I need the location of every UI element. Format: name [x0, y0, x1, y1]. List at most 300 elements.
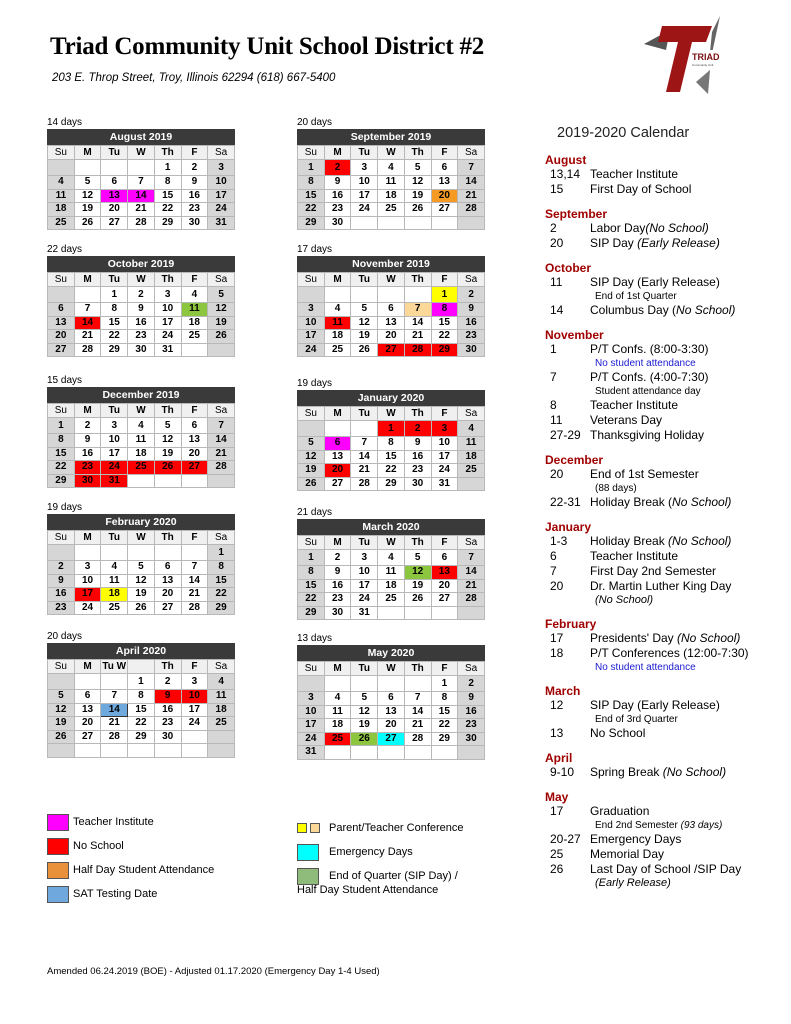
- day-cell: [208, 343, 235, 357]
- weekday-header: Tu: [351, 407, 378, 421]
- school-days-count: 22 days: [47, 244, 83, 255]
- weekday-header: M: [74, 404, 101, 418]
- day-cell: 14: [101, 703, 128, 717]
- weekday-header: W: [378, 407, 405, 421]
- day-cell: 22: [431, 719, 458, 733]
- day-cell: [404, 216, 431, 230]
- weekday-header: Th: [154, 146, 181, 160]
- day-cell: 8: [128, 690, 155, 704]
- day-cell: [101, 674, 128, 690]
- day-cell: [404, 287, 431, 303]
- day-cell: 15: [154, 189, 181, 203]
- legend-swatch-icon: [47, 862, 69, 879]
- event-item: [545, 847, 785, 862]
- day-cell: 3: [101, 418, 128, 434]
- day-cell: 7: [208, 418, 235, 434]
- day-cell: 23: [324, 593, 351, 607]
- weekday-header: M: [324, 146, 351, 160]
- sidebar-month-january: January: [545, 520, 592, 534]
- day-cell: 2: [74, 418, 101, 434]
- day-cell: 6: [74, 690, 101, 704]
- day-cell: 11: [208, 690, 235, 704]
- day-cell: 23: [154, 717, 181, 731]
- day-cell: 30: [154, 730, 181, 744]
- event-date: 20-27: [550, 832, 581, 846]
- day-cell: 22: [48, 461, 75, 475]
- day-cell: 30: [74, 474, 101, 488]
- day-cell: 4: [208, 674, 235, 690]
- event-item: [545, 646, 785, 661]
- day-cell: 29: [431, 343, 458, 357]
- day-cell: 2: [181, 160, 208, 176]
- day-cell: 14: [128, 189, 155, 203]
- event-text: Teacher Institute: [590, 549, 679, 563]
- day-cell: 11: [458, 437, 485, 451]
- day-cell: [298, 676, 325, 692]
- day-cell: 15: [48, 447, 75, 461]
- address: 203 E. Throp Street, Troy, Illinois 62294 (618) 667-5400: [52, 72, 336, 84]
- day-cell: 6: [431, 160, 458, 176]
- day-cell: 17: [298, 330, 325, 344]
- day-cell: 10: [208, 176, 235, 190]
- month-calendar-aug: [47, 117, 235, 230]
- day-cell: 8: [101, 303, 128, 317]
- day-cell: 27: [324, 477, 351, 491]
- month-header: May 2020: [297, 645, 485, 661]
- day-cell: 3: [208, 160, 235, 176]
- event-item: [545, 534, 785, 549]
- event-date: 26: [550, 862, 564, 876]
- weekday-header: F: [431, 273, 458, 287]
- day-cell: 28: [128, 216, 155, 230]
- day-cell: 16: [48, 588, 75, 602]
- event-item: [545, 698, 785, 713]
- day-cell: 14: [404, 316, 431, 330]
- weekday-header: W: [128, 146, 155, 160]
- event-item: [545, 167, 785, 182]
- event-date: 8: [550, 398, 557, 412]
- month-header: April 2020: [47, 643, 235, 659]
- weekday-header: F: [181, 273, 208, 287]
- day-cell: 28: [351, 477, 378, 491]
- weekday-header: Sa: [208, 660, 235, 674]
- event-subtext: Student attendance day: [595, 386, 701, 397]
- day-cell: 23: [458, 330, 485, 344]
- event-date: 20: [550, 467, 564, 481]
- event-item: [545, 413, 785, 428]
- day-cell: 27: [154, 601, 181, 615]
- event-subtext: (Early Release): [595, 877, 671, 889]
- day-cell: 25: [181, 330, 208, 344]
- day-cell: 9: [324, 176, 351, 190]
- day-cell: 31: [298, 746, 325, 760]
- day-cell: 5: [351, 692, 378, 706]
- event-date: 25: [550, 847, 564, 861]
- day-cell: 17: [351, 189, 378, 203]
- day-cell: 7: [404, 303, 431, 317]
- day-cell: 21: [404, 330, 431, 344]
- day-cell: 26: [404, 593, 431, 607]
- event-text: End of 1st Semester: [590, 467, 699, 481]
- day-cell: 23: [458, 719, 485, 733]
- day-cell: [378, 606, 405, 620]
- event-subtext: No student attendance: [595, 662, 696, 673]
- day-cell: 25: [378, 203, 405, 217]
- event-date: 11: [550, 413, 563, 427]
- day-cell: 2: [154, 674, 181, 690]
- day-cell: [351, 421, 378, 437]
- day-cell: [154, 545, 181, 561]
- event-text: Dr. Martin Luther King Day: [590, 579, 732, 593]
- event-date: 20: [550, 236, 564, 250]
- event-item: [545, 182, 785, 197]
- day-cell: 23: [404, 464, 431, 478]
- day-cell: [431, 216, 458, 230]
- day-cell: [74, 744, 101, 758]
- legend-label: End of Quarter (SIP Day) /: [329, 870, 458, 882]
- event-text: SIP Day (Early Release): [590, 275, 720, 289]
- school-days-count: 17 days: [297, 244, 333, 255]
- day-cell: 5: [154, 418, 181, 434]
- day-cell: 12: [404, 566, 431, 580]
- event-text: Holiday Break (No School): [590, 534, 732, 548]
- weekday-header: Su: [48, 531, 75, 545]
- day-cell: 13: [378, 705, 405, 719]
- day-cell: [181, 343, 208, 357]
- day-cell: 24: [101, 461, 128, 475]
- day-cell: 12: [128, 574, 155, 588]
- day-cell: 24: [208, 203, 235, 217]
- day-cell: 16: [458, 316, 485, 330]
- day-cell: 4: [128, 418, 155, 434]
- weekday-header: Tu: [101, 531, 128, 545]
- day-cell: 14: [404, 705, 431, 719]
- day-cell: 19: [48, 717, 75, 731]
- event-date: 13,14: [550, 167, 581, 181]
- weekday-header: F: [431, 662, 458, 676]
- day-cell: 15: [431, 316, 458, 330]
- school-days-count: 15 days: [47, 375, 83, 386]
- event-date: 27-29: [550, 428, 581, 442]
- day-cell: 31: [101, 474, 128, 488]
- event-text: SIP Day (Early Release): [590, 698, 720, 712]
- event-text: P/T Confs. (8:00-3:30): [590, 342, 709, 356]
- day-cell: 29: [298, 216, 325, 230]
- day-cell: [154, 744, 181, 758]
- weekday-header: Tu: [101, 404, 128, 418]
- day-cell: 20: [48, 330, 75, 344]
- event-item: [545, 832, 785, 847]
- day-cell: 13: [101, 189, 128, 203]
- day-cell: 16: [74, 447, 101, 461]
- day-cell: 25: [128, 461, 155, 475]
- event-item: [545, 765, 785, 780]
- weekday-header: F: [431, 146, 458, 160]
- day-cell: 17: [181, 703, 208, 717]
- event-date: 11: [550, 275, 563, 289]
- day-cell: 7: [128, 176, 155, 190]
- event-date: 9-10: [550, 765, 575, 779]
- day-cell: 5: [208, 287, 235, 303]
- legend-label: Half Day Student Attendance: [73, 864, 215, 876]
- event-date: 17: [550, 804, 564, 818]
- sidebar-month-may: May: [545, 790, 569, 804]
- sidebar-heading: 2019-2020 Calendar: [557, 125, 690, 141]
- sidebar-month-february: February: [545, 617, 597, 631]
- month-calendar-nov: [297, 244, 485, 357]
- day-cell: 17: [208, 189, 235, 203]
- day-cell: 20: [431, 189, 458, 203]
- legend-label: Emergency Days: [329, 846, 413, 858]
- day-cell: 2: [404, 421, 431, 437]
- day-cell: 12: [208, 303, 235, 317]
- events-sidebar: [545, 125, 785, 898]
- event-text: SIP Day (Early Release): [590, 236, 720, 250]
- day-cell: 27: [431, 593, 458, 607]
- event-item: [545, 303, 785, 318]
- day-cell: 5: [404, 160, 431, 176]
- day-cell: 1: [128, 674, 155, 690]
- event-subtext: No student attendance: [595, 358, 696, 369]
- day-cell: 30: [181, 216, 208, 230]
- weekday-header: F: [181, 660, 208, 674]
- day-cell: 6: [154, 561, 181, 575]
- month-header: September 2019: [297, 129, 485, 145]
- weekday-header: Sa: [208, 404, 235, 418]
- day-cell: 25: [324, 732, 351, 746]
- legend-swatch-icon: [47, 838, 69, 855]
- footer-note: Amended 06.24.2019 (BOE) - Adjusted 01.17.2020 (Emergency Day 1-4 Used): [47, 966, 380, 977]
- day-cell: 30: [404, 477, 431, 491]
- day-cell: 22: [431, 330, 458, 344]
- day-cell: 29: [431, 732, 458, 746]
- weekday-header: M: [74, 660, 101, 674]
- day-cell: 7: [458, 160, 485, 176]
- day-cell: 23: [181, 203, 208, 217]
- sidebar-month-march: March: [545, 684, 581, 698]
- day-cell: 29: [128, 730, 155, 744]
- day-cell: 28: [181, 601, 208, 615]
- weekday-header: Su: [298, 273, 325, 287]
- day-cell: 30: [324, 606, 351, 620]
- day-cell: 21: [458, 579, 485, 593]
- event-item: [545, 221, 785, 236]
- day-cell: [128, 744, 155, 758]
- legend-swatch-icon: [297, 844, 319, 861]
- month-header: November 2019: [297, 256, 485, 272]
- day-cell: 17: [154, 316, 181, 330]
- day-cell: 3: [181, 674, 208, 690]
- day-cell: 18: [128, 447, 155, 461]
- day-cell: 21: [458, 189, 485, 203]
- day-cell: 25: [378, 593, 405, 607]
- legend-item: [47, 810, 214, 834]
- day-cell: 20: [431, 579, 458, 593]
- weekday-header: Tu: [351, 536, 378, 550]
- legend-swatch-icon: [297, 868, 319, 885]
- day-cell: [48, 160, 75, 176]
- event-subtext: (88 days): [595, 483, 637, 494]
- day-cell: 9: [404, 437, 431, 451]
- day-cell: [208, 744, 235, 758]
- day-cell: 1: [48, 418, 75, 434]
- weekday-header: Th: [404, 536, 431, 550]
- day-cell: 10: [351, 566, 378, 580]
- event-text: First Day of School: [590, 182, 692, 196]
- day-cell: 10: [298, 316, 325, 330]
- day-cell: 5: [351, 303, 378, 317]
- day-cell: 19: [351, 330, 378, 344]
- weekday-header: F: [431, 407, 458, 421]
- day-cell: 1: [208, 545, 235, 561]
- day-cell: 21: [101, 717, 128, 731]
- day-cell: 9: [128, 303, 155, 317]
- weekday-header: Tu: [351, 273, 378, 287]
- weekday-header: W: [378, 273, 405, 287]
- day-cell: 11: [324, 705, 351, 719]
- day-cell: 4: [324, 692, 351, 706]
- weekday-header: Tu: [101, 273, 128, 287]
- event-text: Holiday Break (No School): [590, 495, 732, 509]
- day-cell: 4: [378, 550, 405, 566]
- day-cell: 27: [48, 343, 75, 357]
- day-cell: 5: [74, 176, 101, 190]
- page-title: Triad Community Unit School District #2: [50, 33, 485, 60]
- event-item: [545, 236, 785, 251]
- weekday-header: W: [378, 662, 405, 676]
- school-days-count: 20 days: [47, 631, 83, 642]
- day-cell: [74, 160, 101, 176]
- day-cell: [101, 545, 128, 561]
- day-cell: 10: [101, 434, 128, 448]
- day-cell: 26: [74, 216, 101, 230]
- day-cell: 23: [74, 461, 101, 475]
- day-cell: 27: [181, 461, 208, 475]
- sidebar-month-december: December: [545, 453, 604, 467]
- weekday-header: Sa: [208, 146, 235, 160]
- weekday-header: W: [128, 273, 155, 287]
- day-cell: [181, 744, 208, 758]
- day-cell: 15: [128, 703, 155, 717]
- day-cell: 11: [181, 303, 208, 317]
- day-cell: 23: [128, 330, 155, 344]
- day-cell: 28: [404, 343, 431, 357]
- event-text: Teacher Institute: [590, 398, 679, 412]
- day-cell: 28: [458, 593, 485, 607]
- month-calendar-dec: [47, 375, 235, 488]
- day-cell: 28: [404, 732, 431, 746]
- day-cell: 30: [324, 216, 351, 230]
- event-text: Labor Day(No School): [590, 221, 709, 235]
- day-cell: [48, 287, 75, 303]
- legend-item: [47, 858, 214, 882]
- day-cell: 11: [101, 574, 128, 588]
- day-cell: 6: [101, 176, 128, 190]
- event-item: [545, 275, 785, 290]
- weekday-header: F: [431, 536, 458, 550]
- weekday-header: Su: [48, 273, 75, 287]
- day-cell: 10: [298, 705, 325, 719]
- event-text: Thanksgiving Holiday: [590, 428, 705, 442]
- day-cell: 24: [298, 343, 325, 357]
- weekday-header: Su: [298, 146, 325, 160]
- day-cell: 22: [128, 717, 155, 731]
- day-cell: [431, 746, 458, 760]
- legend-right: [297, 816, 464, 896]
- legend-swatch-icon: [47, 886, 69, 903]
- legend-item: [297, 840, 464, 864]
- day-cell: 12: [48, 703, 75, 717]
- month-calendar-feb: [47, 502, 235, 615]
- day-cell: 1: [298, 160, 325, 176]
- event-item: [545, 631, 785, 646]
- day-cell: 29: [101, 343, 128, 357]
- day-cell: 9: [154, 690, 181, 704]
- event-item: [545, 370, 785, 385]
- day-cell: 27: [431, 203, 458, 217]
- day-cell: 15: [298, 579, 325, 593]
- day-cell: 7: [404, 692, 431, 706]
- day-cell: 5: [128, 561, 155, 575]
- day-cell: 19: [128, 588, 155, 602]
- day-cell: 23: [324, 203, 351, 217]
- event-item: [545, 495, 785, 510]
- day-cell: 18: [48, 203, 75, 217]
- legend-item: [297, 816, 464, 840]
- month-calendar-oct: [47, 244, 235, 357]
- day-cell: 27: [101, 216, 128, 230]
- day-cell: 20: [101, 203, 128, 217]
- day-cell: 30: [458, 732, 485, 746]
- weekday-header: W: [128, 531, 155, 545]
- day-cell: [48, 674, 75, 690]
- day-cell: 6: [378, 692, 405, 706]
- school-days-count: 14 days: [47, 117, 83, 128]
- day-cell: 3: [154, 287, 181, 303]
- weekday-header: M: [74, 146, 101, 160]
- legend-item: [47, 834, 214, 858]
- day-cell: 14: [181, 574, 208, 588]
- sidebar-month-october: October: [545, 261, 592, 275]
- day-cell: 16: [128, 316, 155, 330]
- legend-label: No School: [73, 840, 124, 852]
- legend-label: Parent/Teacher Conference: [329, 822, 464, 834]
- day-cell: 8: [378, 437, 405, 451]
- event-item: [545, 564, 785, 579]
- day-cell: [458, 216, 485, 230]
- weekday-header: Tu: [351, 662, 378, 676]
- day-cell: 9: [181, 176, 208, 190]
- day-cell: 6: [181, 418, 208, 434]
- day-cell: 8: [431, 692, 458, 706]
- weekday-header: Sa: [458, 407, 485, 421]
- month-header: August 2019: [47, 129, 235, 145]
- weekday-header: W: [378, 536, 405, 550]
- event-item: [545, 579, 785, 594]
- day-cell: [48, 744, 75, 758]
- weekday-header: Tu: [351, 146, 378, 160]
- school-days-count: 13 days: [297, 633, 333, 644]
- day-cell: 6: [431, 550, 458, 566]
- weekday-header: Th: [154, 531, 181, 545]
- day-cell: 9: [324, 566, 351, 580]
- day-cell: 4: [324, 303, 351, 317]
- day-cell: [324, 676, 351, 692]
- day-cell: 28: [458, 203, 485, 217]
- day-cell: 15: [298, 189, 325, 203]
- day-cell: [181, 545, 208, 561]
- event-date: 7: [550, 564, 557, 578]
